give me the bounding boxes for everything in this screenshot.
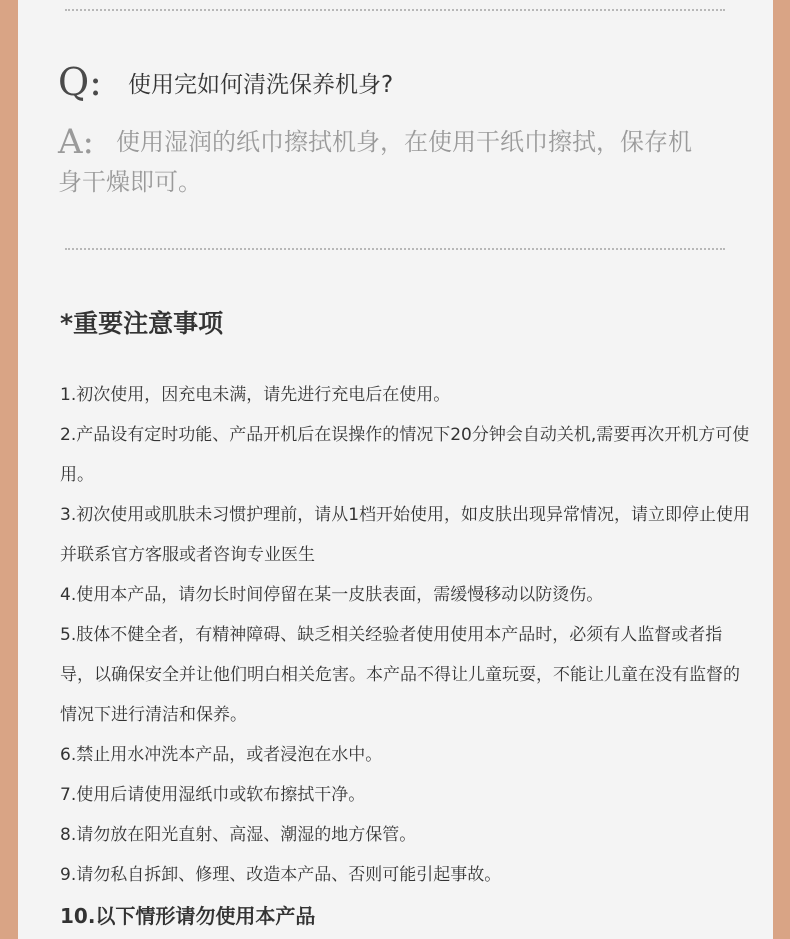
dotted-divider-middle	[65, 248, 725, 250]
dotted-divider-top	[65, 9, 725, 11]
question-text: 使用完如何清洗保养机身?	[128, 72, 394, 98]
a-label: A:	[58, 122, 95, 162]
notice-item: 7.使用后请使用湿纸巾或软布擦拭干净。	[60, 785, 366, 805]
notice-item: 4.使用本产品，请勿长时间停留在某一皮肤表面，需缓慢移动以防烫伤。	[60, 585, 604, 605]
question-row	[58, 60, 738, 108]
notice-item: 2.产品设有定时功能、产品开机后在误操作的情况下20分钟会自动关机,需要再次开机方可使用。	[60, 425, 750, 485]
notice-item: 3.初次使用或肌肤未习惯护理前，请从1档开始使用，如皮肤出现异常情况，请立即停止使用并联系官方客服或者咨询专业医生	[60, 505, 751, 565]
q-label: Q:	[58, 60, 102, 104]
answer-row	[58, 122, 738, 204]
notice-item: 6.禁止用水冲洗本产品，或者浸泡在水中。	[60, 745, 383, 765]
content-panel	[18, 0, 773, 939]
notice-item: 1.初次使用，因充电未满，请先进行充电后在使用。	[60, 385, 451, 405]
notice-item-last: 10.以下情形请勿使用本产品	[60, 904, 316, 928]
notice-list	[60, 375, 755, 895]
notice-item: 9.请勿私自拆卸、修理、改造本产品、否则可能引起事故。	[60, 865, 502, 885]
notice-title: *重要注意事项	[60, 309, 224, 338]
notice-item: 8.请勿放在阳光直射、高湿、潮湿的地方保管。	[60, 825, 417, 845]
notice-item: 5.肢体不健全者，有精神障碍、缺乏相关经验者使用使用本产品时，必须有人监督或者指导，以确保安全并让他们明白相关危害。本产品不得让儿童玩耍，不能让儿童在没有监督的情况下进行清洁和保养。	[60, 625, 740, 725]
answer-text: 使用湿润的纸巾擦拭机身，在使用干纸巾擦拭，保存机身干燥即可。	[58, 128, 692, 196]
